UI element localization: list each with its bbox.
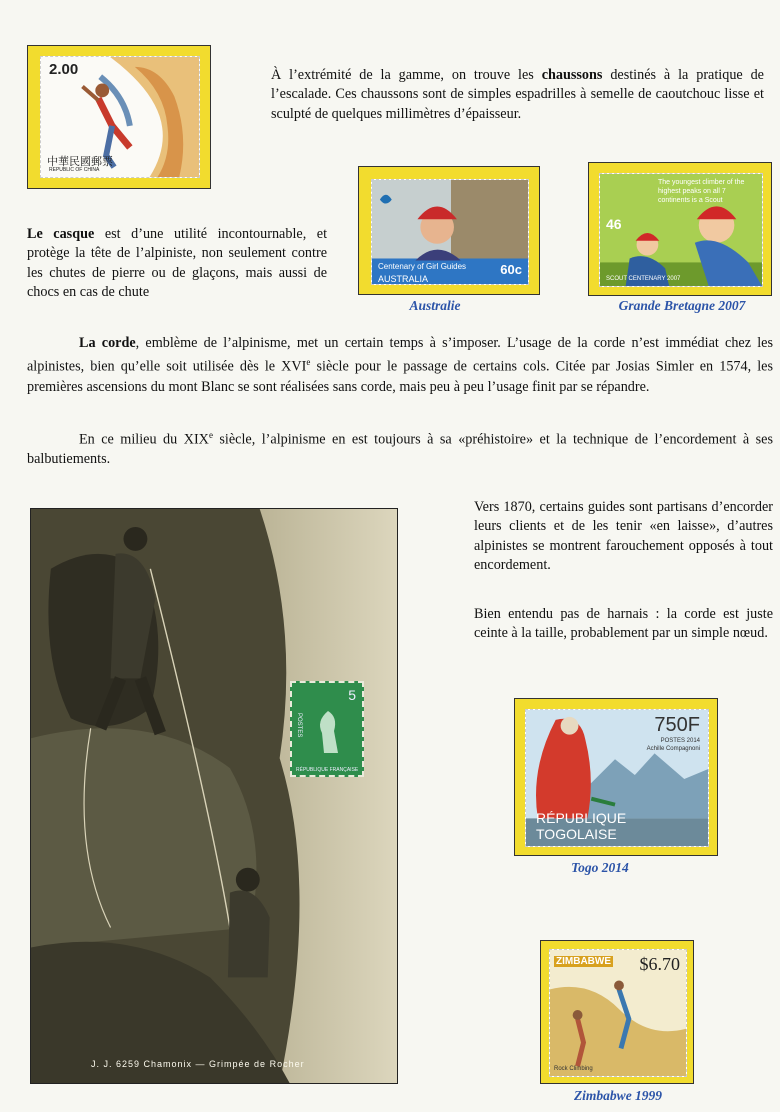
stamp-mount-china [27, 45, 211, 189]
stamp-mount-zimbabwe [540, 940, 694, 1084]
stamp-china-country-latin: REPUBLIC OF CHINA [49, 167, 100, 173]
stamp-australia-banner: Centenary of Girl Guides [378, 262, 467, 271]
postcard-stamp-top: POSTES [296, 713, 302, 738]
stamp-mount-togo [514, 698, 718, 856]
stamp-zimbabwe-value: $6.70 [639, 954, 680, 974]
stamp-mount-australia [358, 166, 540, 295]
caption-zimbabwe: Zimbabwe 1999 [573, 1088, 663, 1103]
stamp-gb-value: 46 [606, 216, 622, 232]
stamp-gb-footer: SCOUT CENTENARY 2007 [606, 276, 681, 282]
stamp-china [40, 56, 200, 178]
stamp-togo-value: 750F [654, 714, 700, 736]
stamp-gb [599, 173, 763, 287]
paragraph-xixe-siecle: En ce milieu du XIXe siècle, l’alpinisme en est toujours à sa «préhistoire» et la technique de l’encordement à ses balbutiements. [27, 430, 774, 468]
caption-gb: Grande Bretagne 2007 [618, 298, 746, 313]
postcard-stamp [290, 681, 364, 777]
postcard-stamp-bottom: RÉPUBLIQUE FRANÇAISE [296, 767, 359, 773]
caption-australia: Australie [409, 298, 461, 313]
postcard-photo [31, 509, 397, 1083]
stamp-gb-text: The youngest climber of the highest peaks on all 7 continents is a Scout [658, 179, 745, 204]
paragraph-casque: Le casque est d’une utilité incontournable, et protège la tête de l’alpiniste, non seulement contre les chutes de pierre ou de glaçons, mais aussi de chocs en cas de chute [27, 226, 328, 301]
stamp-togo-name: Achille Compagnoni [646, 746, 700, 752]
sower-icon [308, 707, 348, 757]
paragraph-harnais: Bien entendu pas de harnais : la corde est juste ceinte à la taille, probablement par un simple nœud. [474, 606, 773, 642]
postcard-chamonix [30, 508, 398, 1084]
paragraph-corde: La corde, emblème de l’alpinisme, met un certain temps à s’imposer. L’usage de la corde n’est immédiat chez les alpinistes, bien qu’elle soit utilisée dès le XVIe siècle pour le passage de certains cols. Citée par Josias Simler en 1574, les premières ascensions du mont Blanc se sont réalisées sans corde, mais peu à peu l’usage finit par se répandre. [27, 335, 773, 395]
term-casque: Le casque [27, 226, 95, 242]
postcard-caption: J. J. 6259 Chamonix — Grimpée de Rocher [91, 1059, 305, 1069]
stamp-china-value: 2.00 [49, 61, 79, 78]
stamp-mount-gb [588, 162, 772, 296]
paragraph-chaussons: À l’extrémité de la gamme, on trouve les chaussons destinés à la pratique de l’escalade. Ces chaussons sont de simples espadrilles à semelle de caoutchouc lisse et sculpté de quelques millimètres d’épaisseur. [271, 67, 764, 122]
stamp-togo [525, 709, 709, 847]
stamp-zimbabwe [549, 949, 687, 1077]
stamp-zimbabwe-label: Rock Climbing [554, 1066, 593, 1072]
paragraph-vers-1870: Vers 1870, certains guides sont partisans d’encorder leurs clients et de les tenir «en laisse», d’autres alpinistes se montrent farouchement opposés à tout encordement. [474, 499, 773, 574]
stamp-togo-year: POSTES 2014 [660, 738, 700, 744]
stamp-australia [371, 179, 529, 285]
postcard-stamp-value: 5 [348, 687, 356, 703]
stamp-china-country: 中華民國郵票 [47, 156, 113, 168]
stamp-togo-country: RÉPUBLIQUE TOGOLAISE [536, 810, 627, 842]
term-corde: La corde [79, 335, 136, 351]
term-chaussons: chaussons [541, 67, 603, 83]
stamp-australia-value: 60c [500, 262, 522, 277]
stamp-zimbabwe-country: ZIMBABWE [556, 956, 611, 967]
stamp-australia-country: AUSTRALIA [378, 274, 429, 284]
caption-togo: Togo 2014 [571, 860, 629, 875]
